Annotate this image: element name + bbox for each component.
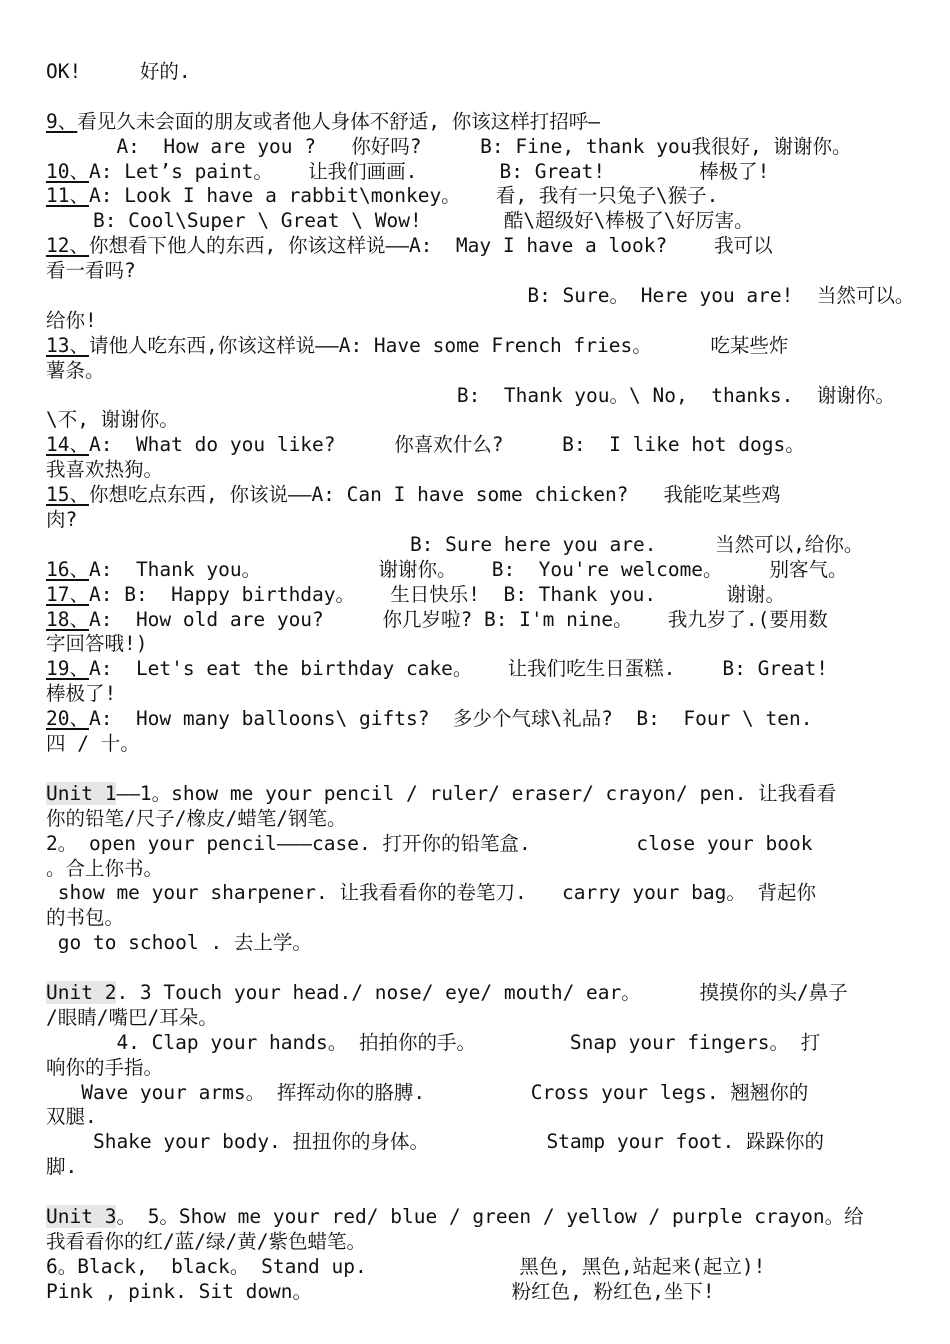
doc-line: 15、你想吃点东西, 你该说——A: Can I have some chicken? 我能吃某些鸡 <box>46 483 781 507</box>
item-number: 9、 <box>46 109 78 133</box>
item-number: 18、 <box>46 607 89 631</box>
doc-line: 双腿. <box>46 1105 97 1129</box>
doc-line: Unit 3。 5。Show me your red/ blue / green / yellow / purple crayon。给 <box>46 1204 864 1228</box>
doc-line: Unit 2. 3 Touch your head./ nose/ eye/ mouth/ ear。 摸摸你的头/鼻子 <box>46 980 848 1004</box>
doc-line: 16、A: Thank you。 谢谢你。 B: You're welcome。 别客气。 <box>46 557 848 581</box>
doc-line: 棒极了! <box>46 682 117 706</box>
item-number: 10、 <box>46 159 89 183</box>
blank-line <box>46 1180 906 1205</box>
item-number: 16、 <box>46 557 89 581</box>
doc-line: 14、A: What do you like? 你喜欢什么? B: I like hot dogs。 <box>46 433 805 457</box>
doc-line: 2。 open your pencil———case. 打开你的铅笔盒. close your book <box>46 831 813 855</box>
item-number: 20、 <box>46 707 89 731</box>
doc-line: Pink , pink. Sit down。 粉红色, 粉红色,坐下! <box>46 1279 715 1303</box>
doc-line: 20、A: How many balloons\ gifts? 多少个气球\礼品? B: Four \ ten. <box>46 707 813 731</box>
doc-line: 你的铅笔/尺子/橡皮/蜡笔/钢笔。 <box>46 806 347 830</box>
blank-line <box>46 956 906 981</box>
doc-line: Wave your arms。 挥挥动你的胳膊. Cross your legs. 翘翘你的 <box>46 1080 809 1104</box>
blank-line <box>46 85 906 110</box>
item-number: 12、 <box>46 234 89 258</box>
doc-line: OK! 好的. <box>46 60 191 83</box>
doc-line: 10、A: Let’s paint。 让我们画画. B: Great! 棒极了! <box>46 159 770 183</box>
doc-line: 6。Black, black。 Stand up. 黑色, 黑色,站起来(起立)! <box>46 1254 766 1278</box>
unit-heading: Unit 1 <box>46 781 117 805</box>
doc-line: go to school . 去上学。 <box>46 931 312 955</box>
doc-line: 四 / 十。 <box>46 732 140 756</box>
doc-line: B: Sure here you are. 当然可以,给你。 <box>46 532 864 556</box>
doc-line: 13、请他人吃东西,你该这样说——A: Have some French fries。 吃某些炸 <box>46 333 789 357</box>
document-page <box>46 60 915 1305</box>
doc-line: 9、看见久未会面的朋友或者他人身体不舒适, 你该这样打招呼— <box>46 109 600 133</box>
item-number: 19、 <box>46 657 89 681</box>
doc-line: 11、A: Look I have a rabbit\monkey。 看, 我有一只兔子\猴子. <box>46 184 719 208</box>
doc-line: Shake your body. 扭扭你的身体。 Stamp your foot. 跺跺你的 <box>46 1130 825 1154</box>
doc-line: 我喜欢热狗。 <box>46 458 164 482</box>
doc-line: /眼睛/嘴巴/耳朵。 <box>46 1005 218 1029</box>
unit-heading: Unit 2 <box>46 980 117 1004</box>
doc-line: B: Cool\Super \ Great \ Wow! 酷\超级好\棒极了\好厉害。 <box>46 209 754 233</box>
doc-line: 19、A: Let's eat the birthday cake。 让我们吃生日蛋糕. B: Great! <box>46 657 829 681</box>
item-number: 14、 <box>46 433 89 457</box>
doc-line: B: Thank you。\ No, thanks. 谢谢你。 <box>46 383 895 407</box>
doc-line: 12、你想看下他人的东西, 你该这样说——A: May I have a look? 我可以 <box>46 234 773 258</box>
doc-line: 脚. <box>46 1155 78 1179</box>
item-number: 13、 <box>46 333 89 357</box>
doc-line: 薯条。 <box>46 358 105 382</box>
doc-line: 字回答哦!) <box>46 632 148 656</box>
doc-line: Unit 1——1。show me your pencil / ruler/ eraser/ crayon/ pen. 让我看看 <box>46 781 837 805</box>
doc-line: 4. Clap your hands。 拍拍你的手。 Snap your fingers。 打 <box>46 1030 821 1054</box>
doc-line: 17、A: B: Happy birthday。 生日快乐! B: Thank you. 谢谢。 <box>46 582 786 606</box>
unit-heading: Unit 3 <box>46 1204 117 1228</box>
item-number: 11、 <box>46 184 89 208</box>
item-number: 15、 <box>46 483 89 507</box>
doc-line: 肉? <box>46 508 78 532</box>
doc-line: 响你的手指。 <box>46 1055 164 1079</box>
doc-line: 看一看吗? <box>46 259 136 283</box>
doc-line: 的书包。 <box>46 906 125 930</box>
doc-line: \不, 谢谢你。 <box>46 408 179 432</box>
blank-line <box>46 757 906 782</box>
item-number: 17、 <box>46 582 89 606</box>
doc-line: show me your sharpener. 让我看看你的卷笔刀. carry your bag。 背起你 <box>46 881 817 905</box>
doc-line: 我看看你的红/蓝/绿/黄/紫色蜡笔。 <box>46 1229 366 1253</box>
doc-line: A: How are you ? 你好吗? B: Fine, thank you我很好, 谢谢你。 <box>46 134 852 158</box>
doc-line: 给你! <box>46 308 97 332</box>
doc-line: B: Sure。 Here you are! 当然可以。 <box>46 284 915 308</box>
doc-line: 。合上你书。 <box>46 856 164 880</box>
doc-line: 18、A: How old are you? 你几岁啦? B: I'm nine。 我九岁了.(要用数 <box>46 607 828 631</box>
